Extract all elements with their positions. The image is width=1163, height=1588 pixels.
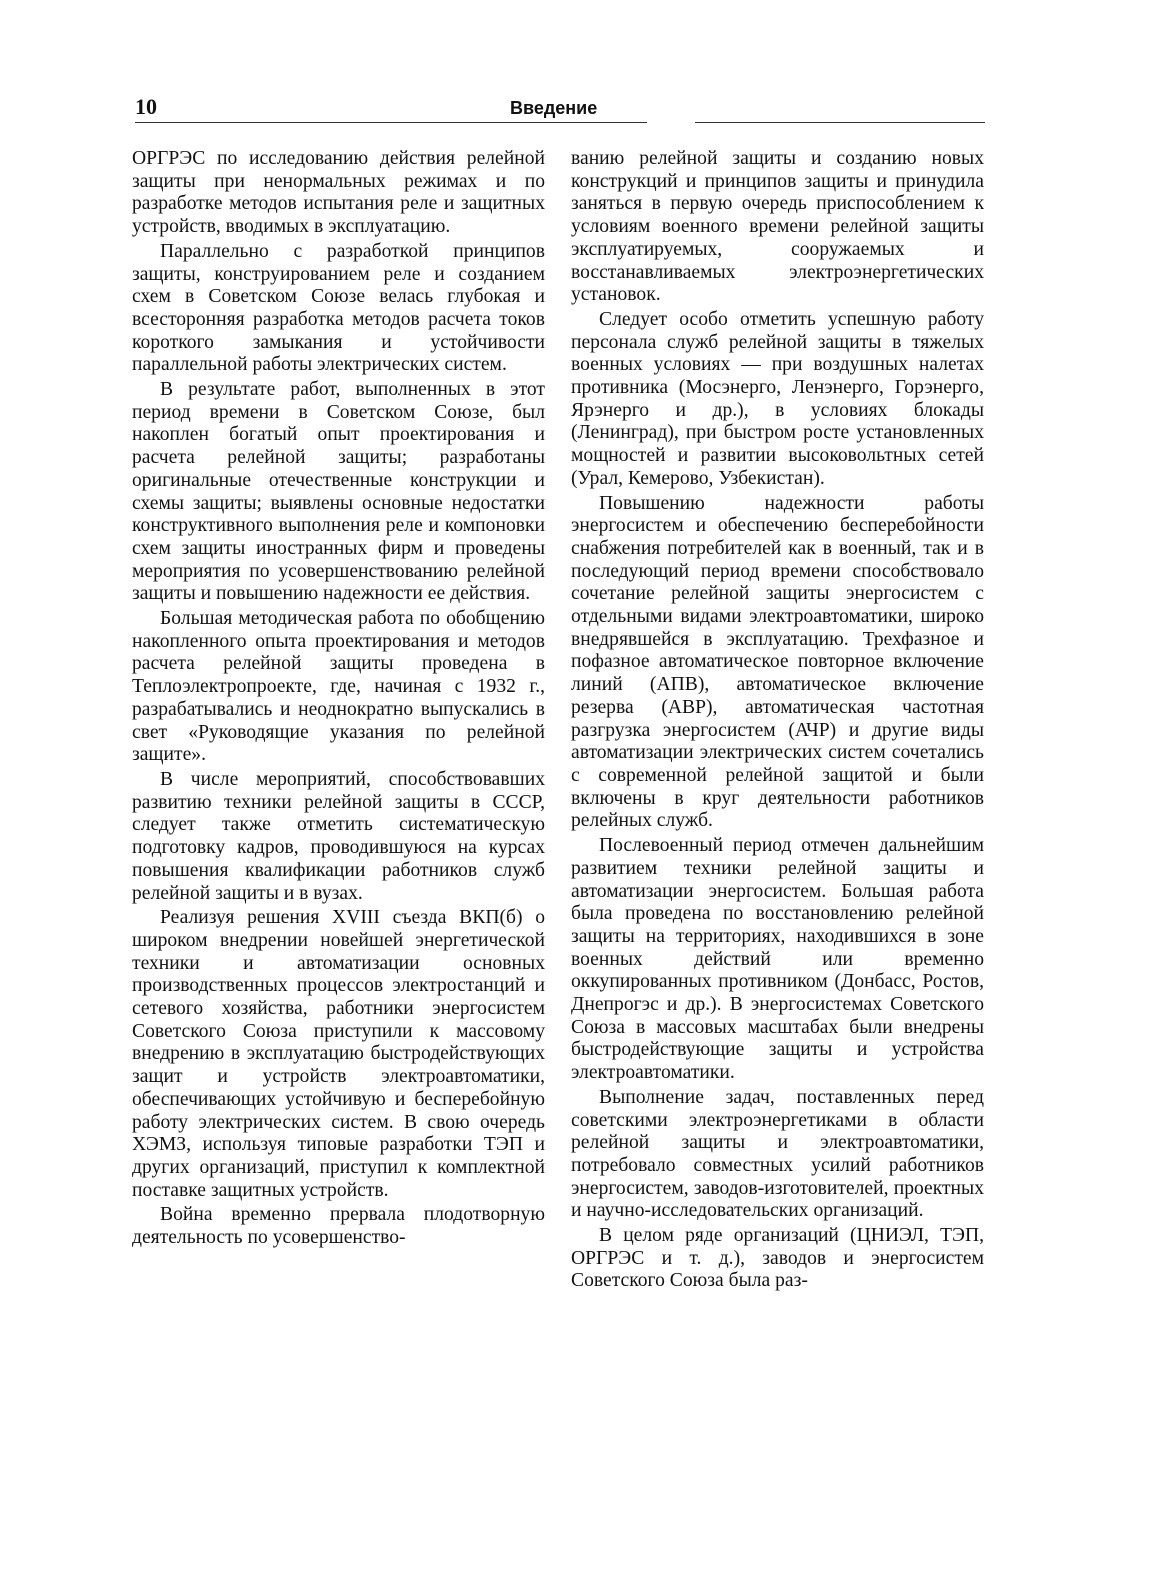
paragraph: В целом ряде организаций (ЦНИЭЛ, ТЭП, ОРГРЭС и т. д.), заводов и энергосистем Советского Союза была раз- xyxy=(571,1225,984,1292)
header-rule-left xyxy=(135,122,647,123)
page-number: 10 xyxy=(135,94,157,119)
paragraph: Следует особо отметить успешную работу персонала служб релейной защиты в тяжелых военных условиях — при воздушных налетах противника (Мосэнерго, Ленэнерго, Горэнерго, Ярэнерго и др.), в условиях блокады (Ленинград), при быстром росте установленных мощностей и развитии высоковольтных сетей (Урал, Кемерово, Узбекистан). xyxy=(571,308,984,489)
paragraph: Повышению надежности работы энергосистем и обеспечению бесперебойности снабжения потребителей как в военный, так и в последующий период времени способствовало сочетание релейной защиты энергосистем с отдельными видами электроавтоматики, широко внедрявшейся в эксплуатацию. Трехфазное и пофазное автоматическое повторное включение линий (АПВ), автоматическое включение резерва (АВР), автоматическая частотная разгрузка энергосистем (АЧР) и другие виды автоматизации электрических систем сочетались с современной релейной защитой и были включены в круг деятельности работников релейных служб. xyxy=(571,492,984,832)
paragraph: В числе мероприятий, способствовавших развитию техники релейной защиты в СССР, следует также отметить систематическую подготовку кадров, проводившуюся на курсах повышения квалификации работников служб релейной защиты и в вузах. xyxy=(132,768,545,904)
paragraph: Большая методическая работа по обобщению накопленного опыта проектирования и методов расчета релейной защиты проведена в Теплоэлектропроекте, где, начиная с 1932 г., разрабатывались и неоднократно выпускались в свет «Руководящие указания по релейной защите». xyxy=(132,608,545,766)
paragraph: Параллельно с разработкой принципов защиты, конструированием реле и созданием схем в Советском Союзе велась глубокая и всесторонняя разработка методов расчета токов короткого замыкания и устойчивости параллельной работы электрических систем. xyxy=(132,240,545,376)
paragraph: ОРГРЭС по исследованию действия релейной защиты при ненормальных режимах и по разработке методов испытания реле и защитных устройств, вводимых в эксплуатацию. xyxy=(132,148,545,238)
paragraph: Выполнение задач, поставленных перед советскими электроэнергетиками в области релейной защиты и электроавтоматики, потребовало совместных усилий работников энергосистем, заводов-изготовителей, проектных и научно-исследовательских организаций. xyxy=(571,1086,984,1222)
page-header xyxy=(135,96,985,122)
right-column xyxy=(571,148,984,1293)
running-head: Введение xyxy=(510,98,598,118)
left-column xyxy=(132,148,545,1250)
paragraph: ванию релейной защиты и созданию новых конструкций и принципов защиты и принудила заняться в первую очередь приспособлением к условиям военного времени релейной защиты эксплуатируемых, сооружаемых и восстанавливаемых электроэнергетических установок. xyxy=(571,148,984,306)
paragraph: В результате работ, выполненных в этот период времени в Советском Союзе, был накоплен богатый опыт проектирования и расчета релейной защиты; разработаны оригинальные отечественные конструкции и схемы защиты; выявлены основные недостатки конструктивного выполнения реле и компоновки схем защиты иностранных фирм и проведены мероприятия по усовершенствованию релейной защиты и повышению надежности ее действия. xyxy=(132,379,545,605)
header-rule-right xyxy=(695,122,985,123)
paragraph: Реализуя решения XVIII съезда ВКП(б) о широком внедрении новейшей энергетической техники и автоматизации основных производственных процессов электростанций и сетевого хозяйства, работники энергосистем Советского Союза приступили к массовому внедрению в эксплуатацию быстродействующих защит и устройств электроавтоматики, обеспечивающих устойчивую и бесперебойную работу электрических систем. В свою очередь ХЭМЗ, используя типовые разработки ТЭП и других организаций, приступил к комплектной поставке защитных устройств. xyxy=(132,907,545,1201)
paragraph: Война временно прервала плодотворную деятельность по усовершенство- xyxy=(132,1204,545,1249)
paragraph: Послевоенный период отмечен дальнейшим развитием техники релейной защиты и автоматизации энергосистем. Большая работа была проведена по восстановлению релейной защиты на территориях, находившихся в зоне военных действий или временно оккупированных противником (Донбасс, Ростов, Днепрогэс и др.). В энергосистемах Советского Союза в массовых масштабах были внедрены быстродействующие защиты и устройства электроавтоматики. xyxy=(571,835,984,1084)
